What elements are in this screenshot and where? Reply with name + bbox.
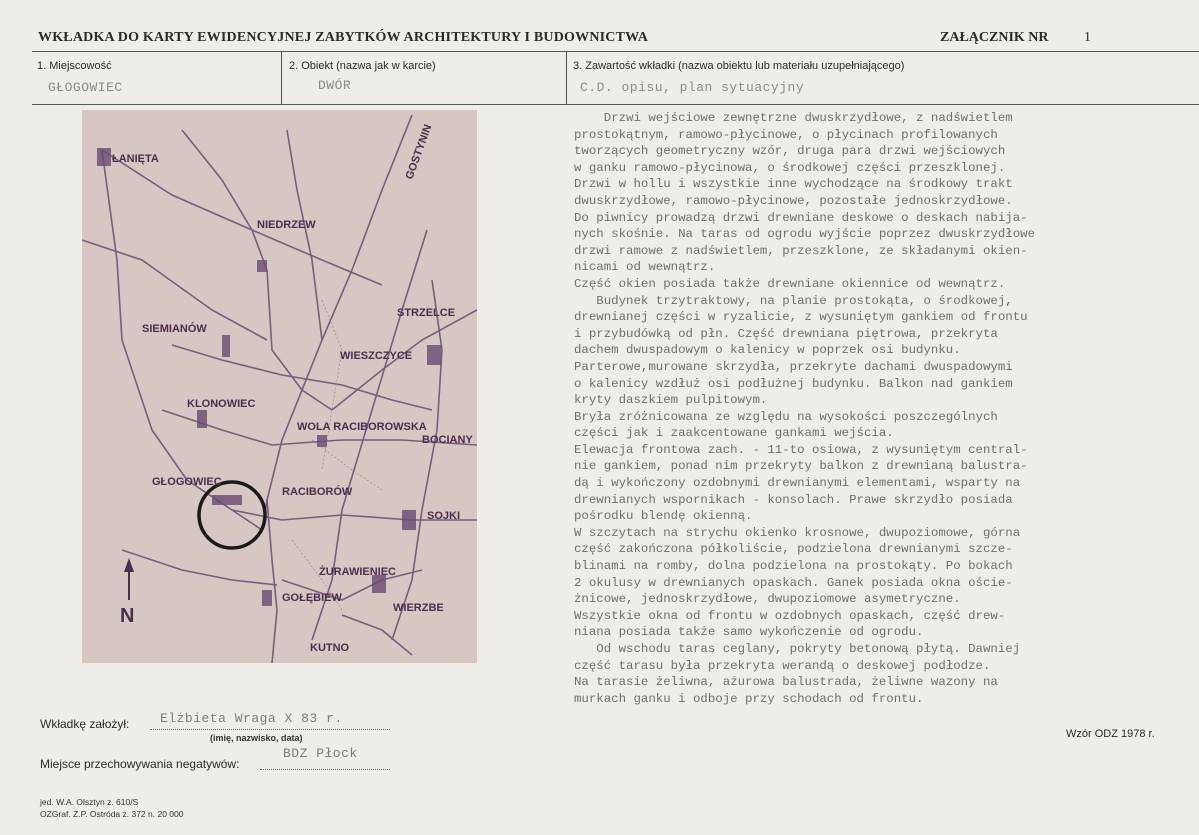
- content-label: 3. Zawartość wkładki (nazwa obiektu lub materiału uzupełniającego): [573, 60, 905, 72]
- description-line: drzwi ramowe z nadświetlem, przeszklone, ze składanymi okien-: [574, 243, 1028, 258]
- map-label: SIEMIANÓW: [142, 323, 207, 335]
- description-line: Bryła zróżnicowana ze względu na wysokości poszczególnych: [574, 409, 998, 424]
- north-label: N: [120, 605, 135, 627]
- description-line: nych skośnie. Na taras od ogrodu wyjście poprzez dwuskrzydłowe: [574, 227, 1036, 242]
- map-label: ŁANIĘTA: [112, 153, 159, 165]
- field-divider-2: [566, 51, 567, 104]
- description-line: część zakończona półkoliście, podzielona drewnianymi szcze-: [574, 542, 1013, 557]
- map-label: NIEDRZEW: [257, 219, 316, 231]
- map-label: WOLA RACIBOROWSKA: [297, 421, 427, 433]
- description-line: prostokątnym, ramowo-płycinowe, o płycinach profilowanych: [574, 127, 998, 142]
- description-line: Do piwnicy prowadzą drzwi drewniane deskowe o deskach nabija-: [574, 210, 1028, 225]
- locality-label: 1. Miejscowość: [37, 60, 112, 72]
- map-label: ŻURAWIENIEC: [319, 566, 396, 578]
- author-value: Elżbieta Wraga X 83 r.: [160, 711, 343, 726]
- description-line: o kalenicy wzdłuż osi podłużnej budynku. Balkon nad gankiem: [574, 376, 1013, 391]
- author-hint: (imię, nazwisko, data): [210, 733, 303, 743]
- description-line: Część okien posiada także drewniane okiennice od wewnątrz.: [574, 276, 1006, 291]
- field-divider-1: [281, 51, 282, 104]
- description-line: żnicowe, jednoskrzydłowe, dwupoziomowe asymetryczne.: [574, 592, 961, 607]
- description-line: i przybudówką od płn. Część drewniana piętrowa, przekryta: [574, 326, 998, 341]
- description-line: pośrodku blendę okienną.: [574, 509, 753, 524]
- description-line: dą i wykończony ozdobnymi drewnianymi elementami, wsparty na: [574, 476, 1021, 491]
- map-label: KUTNO: [310, 642, 350, 654]
- description-line: dachem dwuspadowym o kalenicy w poprzek osi budynku.: [574, 343, 961, 358]
- annex-number: 1: [1084, 30, 1091, 45]
- map-label: RACIBORÓW: [282, 486, 353, 498]
- header-bottom-rule: [32, 104, 1199, 105]
- description-line: Budynek trzytraktowy, na planie prostokąta, o środkowej,: [574, 293, 1013, 308]
- situation-map: [82, 110, 477, 663]
- annex-label: ZAŁĄCZNIK NR: [940, 30, 1049, 45]
- description-line: W szczytach na strychu okienko krosnowe, dwupoziomowe, górna: [574, 525, 1021, 540]
- description-line: w ganku ramowo-płycinowa, o środkowej części przeszklonej.: [574, 160, 1006, 175]
- description-line: Elewacja frontowa zach. - 11-to osiowa, z wysuniętym central-: [574, 442, 1028, 457]
- map-label: SOJKI: [427, 510, 461, 522]
- description-line: Od wschodu taras ceglany, pokryty betonową płytą. Dawniej: [574, 642, 1021, 656]
- description-line: dwuskrzydłowe, ramowo-płycinowe, pozostałe jednoskrzydłowe.: [574, 193, 1013, 208]
- map-drawing: [82, 110, 477, 663]
- description-line: Wszystkie okna od frontu w ozdobnych opaskach, część drew-: [574, 608, 1006, 623]
- description-line: drewnianej części w ryzalicie, z wysuniętym gankiem od frontu: [574, 310, 1028, 325]
- print-info-2: OZGraf. Z.P. Ostróda z. 372 n. 20 000: [40, 809, 184, 819]
- map-label: GOSTYNIN: [403, 122, 435, 182]
- print-info-1: jed. W.A. Olsztyn z. 610/S: [40, 797, 139, 807]
- form-note: Wzór ODZ 1978 r.: [1066, 728, 1155, 740]
- map-label: GOŁĘBIEW: [282, 592, 342, 604]
- storage-value: BDZ Płock: [283, 746, 358, 761]
- description-line: Drzwi w hollu i wszystkie inne wychodzące na środkowy trakt: [574, 177, 1013, 192]
- content-value: C.D. opisu, plan sytuacyjny: [580, 80, 805, 95]
- description-line: blinami na romby, dolna podzielona na prostokąty. Po bokach: [574, 559, 1013, 574]
- description-line: nie gankiem, ponad nim przekryty balkon z drewnianą balustra-: [574, 459, 1028, 474]
- description-line: 2 okulusy w drewnianych opaskach. Ganek posiada okna oście-: [574, 575, 1013, 590]
- description-line: kryty daszkiem pulpitowym.: [574, 393, 768, 408]
- object-label: 2. Obiekt (nazwa jak w karcie): [289, 60, 436, 72]
- storage-line: [260, 769, 390, 770]
- map-label: KLONOWIEC: [187, 398, 256, 410]
- description-line: Na tarasie żeliwna, ażurowa balustrada, żeliwne wazony na: [574, 675, 998, 690]
- author-label: Wkładkę założył:: [40, 717, 130, 731]
- map-label: BOCIANY: [422, 434, 473, 446]
- description-line: części jak i zaakcentowane gankami wejścia.: [574, 426, 894, 441]
- author-line: [150, 729, 390, 730]
- top-rule: [32, 51, 1199, 52]
- description-line: Parterowe,murowane skrzydła, przekryte dachami dwuspadowymi: [574, 359, 1013, 374]
- map-label: WIERZBE: [393, 602, 444, 614]
- map-label: WIESZCZYCE: [340, 350, 413, 362]
- card-title: WKŁADKA DO KARTY EWIDENCYJNEJ ZABYTKÓW ARCHITEKTURY I BUDOWNICTWA: [38, 30, 649, 45]
- description-line: część tarasu była przekryta werandą o deskowej podłodze.: [574, 658, 991, 673]
- storage-label: Miejsce przechowywania negatywów:: [40, 757, 240, 771]
- map-label: GŁOGOWIEC: [152, 476, 222, 488]
- description-line: niana posiada także samo wykończenie od ogrodu.: [574, 625, 924, 640]
- description-line: drewnianych wspornikach - konsolach. Prawe skrzydło posiada: [574, 492, 1013, 507]
- description-line: Drzwi wejściowe zewnętrzne dwuskrzydłowe, z nadświetlem: [574, 111, 1013, 125]
- description-line: tworzących geometryczny wzór, druga para drzwi wejściowych: [574, 144, 1006, 159]
- description-line: murkach ganku i odboje przy schodach od frontu.: [574, 691, 924, 706]
- description-text: [574, 110, 1194, 707]
- map-label: STRZELCE: [397, 307, 456, 319]
- description-line: nicami od wewnątrz.: [574, 260, 716, 275]
- locality-value: GŁOGOWIEC: [48, 80, 123, 95]
- object-value: DWÓR: [318, 78, 352, 93]
